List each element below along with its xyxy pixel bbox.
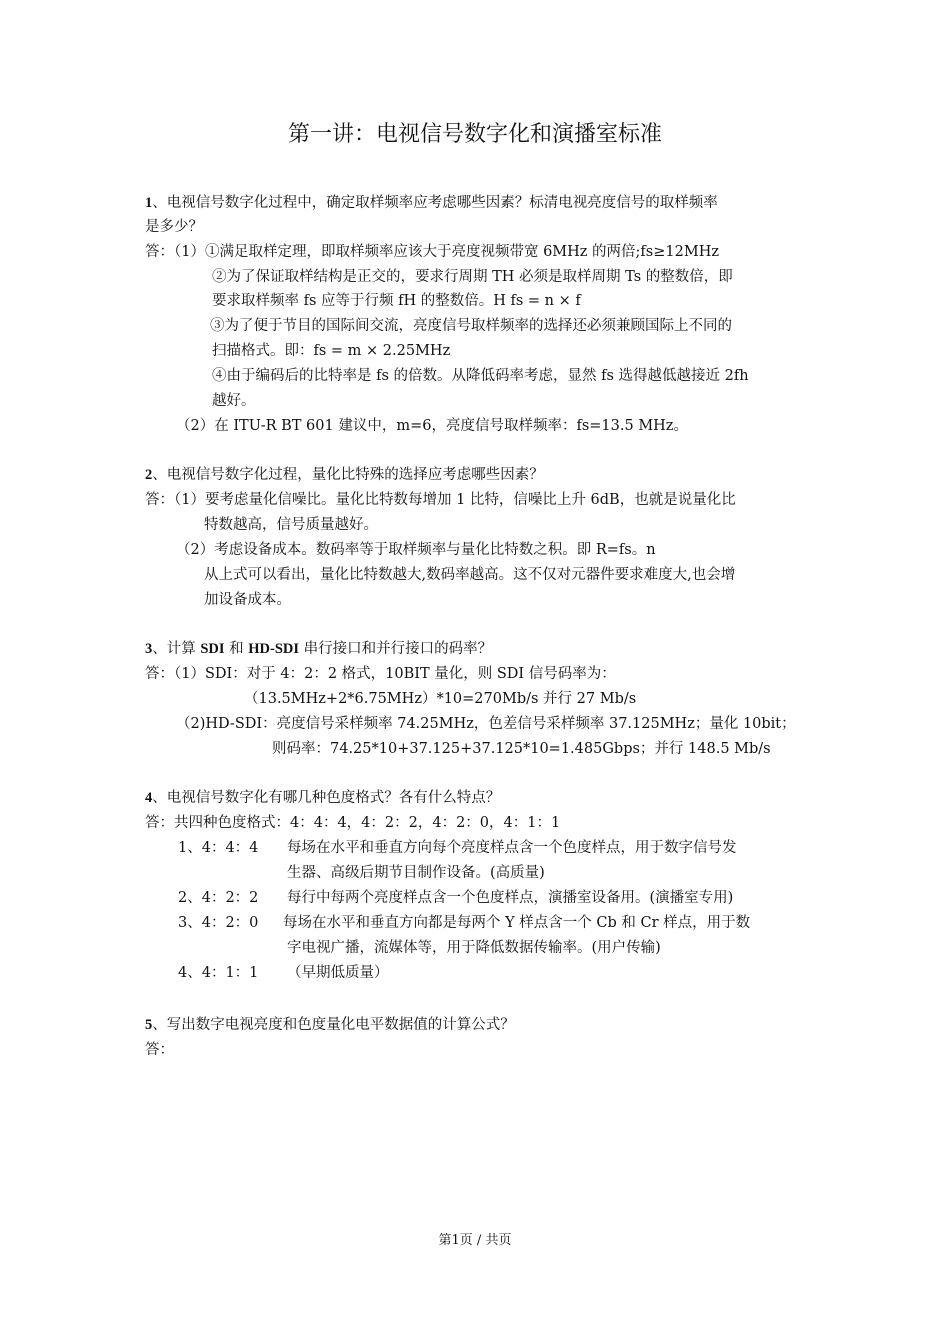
format-1-desc-line-1: 每场在水平和垂直方向每个亮度样点含一个色度样点，用于数字信号发	[287, 840, 737, 856]
format-3-label: 3、4：2：0	[178, 915, 259, 931]
question-2-text: 、电视信号数字化过程，量化比特殊的选择应考虑哪些因素？	[152, 467, 544, 483]
answer-4-summary: 答：共四种色度格式：4：4：4，4：2：2，4：2：0，4：1：1	[145, 815, 561, 831]
format-4-label: 4、4：1：1	[178, 965, 259, 981]
answer-3-part-1-line-2: （13.5MHz+2*6.75MHz）*10=270Mb/s 并行 27 Mb/s	[244, 691, 637, 707]
answer-3-part-2-line-1: （2)HD-SDI：亮度信号采样频率 74.25MHz，色差信号采样频率 37.125MHz；量化 10bit；	[176, 716, 796, 732]
question-1	[145, 192, 810, 214]
page-title: 第一讲：电视信号数字化和演播室标准	[287, 122, 662, 147]
format-1-desc-line-2: 生器、高级后期节目制作设备。(高质量)	[287, 865, 545, 881]
question-3-term-sdi: SDI	[200, 641, 225, 657]
question-2-number: 2	[145, 467, 153, 483]
question-3-text-a: 、计算	[152, 641, 201, 657]
question-1-number: 1	[145, 195, 153, 211]
format-2-desc: 每行中每两个亮度样点含一个色度样点，演播室设备用。(演播室专用)	[287, 890, 734, 906]
format-3-desc-line-2: 字电视广播，流媒体等，用于降低数据传输率。(用户传输)	[287, 940, 661, 956]
answer-2-part-2-line-2: 从上式可以看出，量化比特数越大,数码率越高。这不仅对元器件要求难度大,也会增	[204, 567, 736, 583]
question-3-text-c: 串行接口和并行接口的码率？	[299, 641, 493, 657]
format-1-label: 1、4：4：4	[178, 840, 259, 856]
format-4-desc: （早期低质量）	[287, 965, 389, 981]
question-3-number: 3	[145, 641, 153, 657]
answer-2-part-1-line-1: 答：（1）要考虑量化信噪比。量化比特数每增加 1 比特，信噪比上升 6dB，也就是说量化比	[145, 492, 736, 508]
answer-3-part-1-line-1: 答：（1）SDI：对于 4：2：2 格式，10BIT 量化，则 SDI 信号码率为：	[145, 666, 616, 682]
question-2	[145, 464, 544, 486]
question-1-text-line-2: 是多少？	[145, 219, 203, 235]
answer-5: 答：	[145, 1042, 174, 1058]
question-3	[145, 638, 492, 660]
format-2-label: 2、4：2：2	[178, 890, 259, 906]
question-3-text-b: 和	[224, 641, 249, 657]
answer-1-part-2: （2）在 ITU-R BT 601 建议中，m=6，亮度信号取样频率：fs=13.5 MHz。	[176, 418, 688, 434]
answer-1-item-4-line-1: ④由于编码后的比特率是 fs 的倍数。从降低码率考虑，显然 fs 选得越低越接近 2fh	[212, 368, 749, 384]
page-footer: 第1页 / 共页	[438, 1233, 512, 1248]
question-5	[145, 1014, 515, 1036]
answer-1-item-3-line-2: 扫描格式。即：fs = m × 2.25MHz	[212, 343, 451, 359]
answer-2-part-2-line-3: 加设备成本。	[204, 592, 291, 608]
question-4-text: 、电视信号数字化有哪几种色度格式？各有什么特点？	[152, 790, 501, 806]
question-5-text: 、写出数字电视亮度和色度量化电平数据值的计算公式？	[152, 1017, 515, 1033]
question-4	[145, 787, 500, 809]
format-3-desc-line-1: 每场在水平和垂直方向都是每两个 Y 样点含一个 Cb 和 Cr 样点，用于数	[283, 915, 751, 931]
question-3-term-hd-sdi: HD-SDI	[248, 641, 300, 657]
answer-2-part-1-line-2: 特数越高，信号质量越好。	[204, 517, 378, 533]
answer-1-item-3-line-1: ③为了便于节目的国际间交流，亮度信号取样频率的选择还必须兼顾国际上不同的	[210, 318, 732, 334]
answer-1-item-2-line-1: ②为了保证取样结构是正交的，要求行周期 TH 必须是取样周期 Ts 的整数倍，即	[212, 269, 733, 285]
question-1-text-line-1: 、电视信号数字化过程中，确定取样频率应考虑哪些因素？标清电视亮度信号的取样频率	[152, 195, 718, 211]
answer-1-item-2-line-2: 要求取样频率 fs 应等于行频 fH 的整数倍。H fs = n × f	[212, 293, 581, 309]
answer-1-item-1: 答：（1）①满足取样定理，即取样频率应该大于亮度视频带宽 6MHz 的两倍;fs≥12MHz	[145, 244, 719, 260]
question-4-number: 4	[145, 790, 153, 806]
answer-3-part-2-line-2: 则码率：74.25*10+37.125+37.125*10=1.485Gbps；并行 148.5 Mb/s	[272, 741, 771, 757]
question-5-number: 5	[145, 1017, 153, 1033]
answer-1-item-4-line-2: 越好。	[212, 393, 256, 409]
answer-2-part-2-line-1: （2）考虑设备成本。数码率等于取样频率与量化比特数之积。即 R=fs。n	[176, 542, 656, 558]
